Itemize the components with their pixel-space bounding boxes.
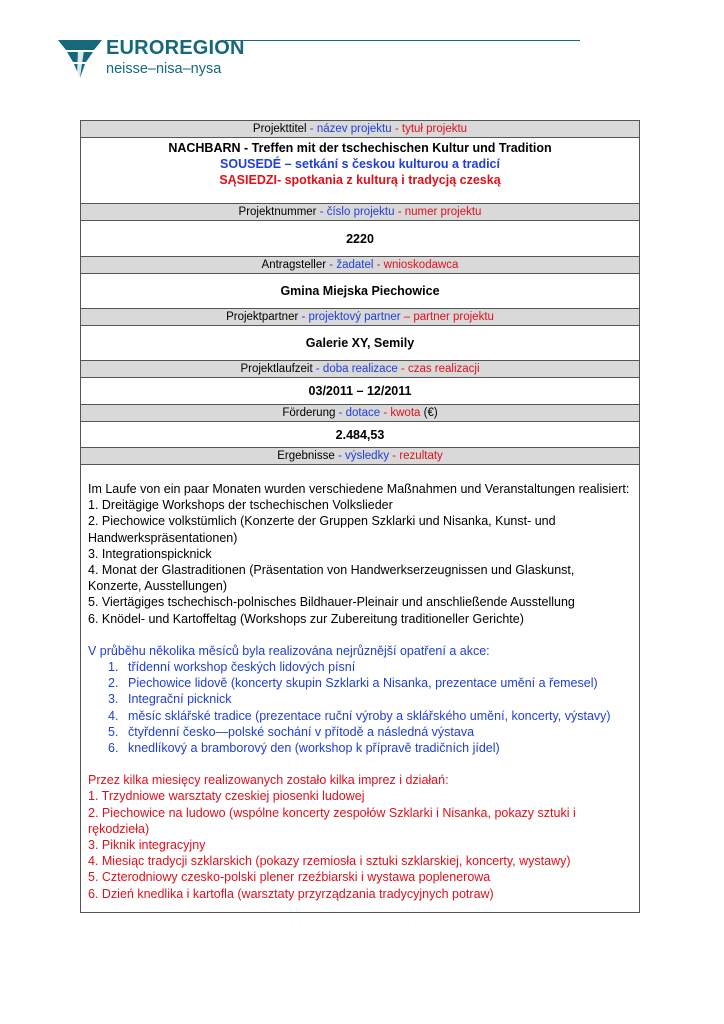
- list-item: 6. Dzień knedlika i kartofla (warsztaty przyrządzania tradycyjnych potraw): [88, 886, 494, 901]
- list-item: 2. Piechowice volkstümlich (Konzerte der Gruppen Szklarki und Nisanka, Kunst- und Handwerkspräsentationen): [88, 514, 556, 545]
- list-item: 5. Viertägiges tschechisch-polnisches Bildhauer-Pleinair und anschließende Ausstellung: [88, 595, 575, 610]
- list-item: 6. knedlíkový a bramborový den (workshop k přípravě tradičních jídel): [108, 741, 500, 756]
- list-item: 2. Piechowice na ludowo (wspólne koncerty zespołów Szklarki i Nisanka, pokazy sztuki i rękodzieła): [88, 805, 576, 836]
- euroregion-logo: [58, 36, 245, 82]
- list-item: 5. čtyřdenní česko—polské sochání v přítodě a následná výstava: [108, 724, 475, 739]
- list-item: 2. Piechowice lidově (koncerty skupin Szklarki a Nisanka, prezentace umění a řemesel): [108, 676, 598, 691]
- results-de: [88, 481, 631, 627]
- partner-label: Projektpartner - projektový partner – partner projektu: [81, 309, 639, 326]
- project-sheet: [80, 120, 640, 913]
- list-item: 3. Piknik integracyjny: [88, 838, 206, 853]
- funding-label: Förderung - dotace - kwota (€): [81, 405, 639, 422]
- list-item: 1. třídenní workshop českých lidových písní: [108, 660, 356, 675]
- applicant-label: Antragsteller - žadatel - wnioskodawca: [81, 257, 639, 274]
- title-de: NACHBARN - Treffen mit der tschechischen Kultur und Tradition: [168, 141, 552, 155]
- list-item: 1. Dreitägige Workshops der tschechischen Volkslieder: [88, 498, 393, 513]
- results-de-intro: Im Laufe von ein paar Monaten wurden verschiedene Maßnahmen und Veranstaltungen realisiert:: [88, 482, 630, 496]
- list-item: 5. Czterodniowy czesko-polski plener rzeźbiarski i wystawa poplenerowa: [88, 870, 491, 885]
- results-pl-intro: Przez kilka miesięcy realizowanych zostało kilka imprez i działań:: [88, 773, 449, 788]
- list-item: 1. Trzydniowe warsztaty czeskiej piosenki ludowej: [88, 789, 365, 804]
- list-item: 4. Monat der Glastraditionen (Präsentation von Handwerkserzeugnissen und Glaskunst, Konzerte, Ausstellungen): [88, 563, 575, 594]
- list-item: 4. měsíc sklářské tradice (prezentace ruční výroby a sklářského umění, koncerty, výstavy): [108, 708, 611, 723]
- results-body: [81, 465, 639, 912]
- project-partner: Galerie XY, Semily: [81, 326, 639, 361]
- project-number: 2220: [81, 221, 639, 257]
- results-pl: [88, 772, 631, 902]
- header-rule: [225, 40, 580, 41]
- results-cz: [88, 643, 631, 756]
- results-cz-intro: V průběhu několika měsíců byla realizována nejrůznější opatření a akce:: [88, 643, 490, 658]
- list-item: 6. Knödel- und Kartoffeltag (Workshops zur Zubereitung traditioneller Gerichte): [88, 611, 524, 626]
- title-label: Projekttitel - název projektu - tytuł projektu: [81, 121, 639, 138]
- logo-subtitle: neisse–nisa–nysa: [106, 61, 222, 77]
- title-cz: SOUSEDÉ – setkání s českou kulturou a tradicí: [220, 157, 500, 171]
- title-pl: SĄSIEDZI- spotkania z kulturą i tradycją czeską: [219, 173, 501, 187]
- funding-amount: 2.484,53: [81, 422, 639, 448]
- project-duration: 03/2011 – 12/2011: [81, 378, 639, 405]
- project-title: [81, 138, 639, 204]
- results-label: Ergebnisse - výsledky - rezultaty: [81, 448, 639, 465]
- list-item: 4. Miesiąc tradycji szklarskich (pokazy rzemiosła i sztuki szklarskiej, koncerty, wystawy): [88, 854, 571, 869]
- logo-title: EUROREGION: [106, 37, 245, 59]
- applicant: Gmina Miejska Piechowice: [81, 274, 639, 309]
- duration-label: Projektlaufzeit - doba realizace - czas realizacji: [81, 361, 639, 378]
- number-label: Projektnummer - číslo projektu - numer projektu: [81, 204, 639, 221]
- list-item: 3. Integrační picknick: [108, 692, 232, 707]
- list-item: 3. Integrationspicknick: [88, 546, 212, 561]
- euroregion-logo-icon: [58, 40, 102, 78]
